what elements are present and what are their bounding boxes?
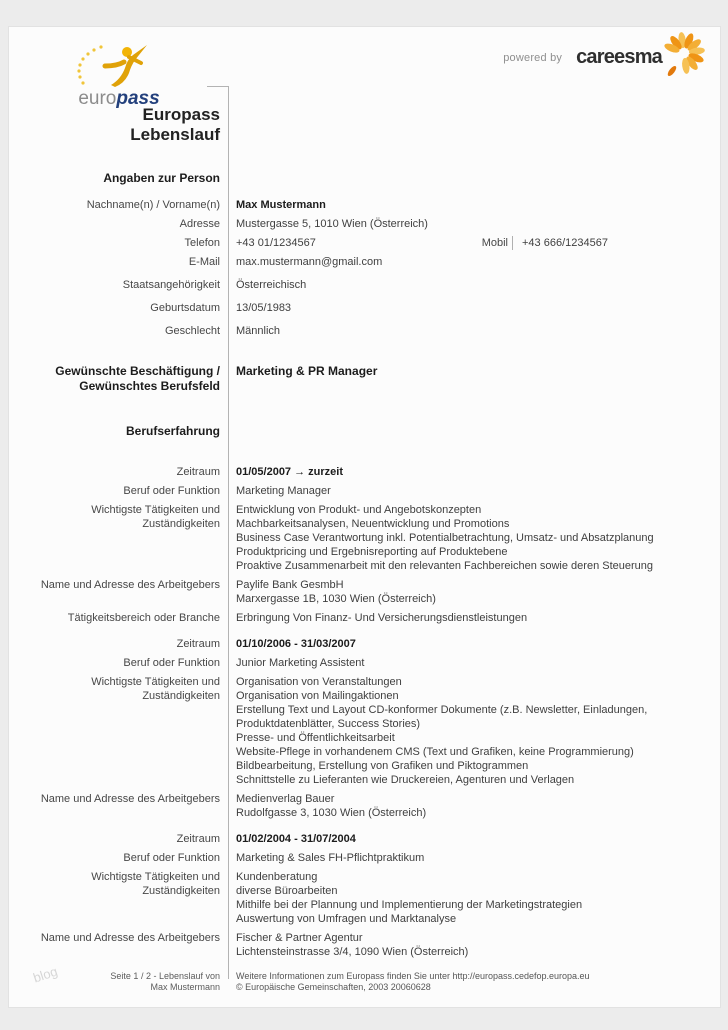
- document-title: [9, 105, 720, 145]
- row-employer: [9, 792, 720, 820]
- sector-label: Tätigkeitsbereich oder Branche: [67, 612, 220, 624]
- row-employer: [9, 931, 720, 959]
- employer-name: Fischer & Partner Agentur: [236, 932, 363, 944]
- period-label: Zeitraum: [176, 833, 220, 845]
- task-line: Website-Pflege in vorhandenem CMS (Text und Grafiken, keine Programmierung): [236, 746, 634, 758]
- task-line: Presse- und Öffentlichkeitsarbeit: [236, 732, 395, 744]
- row-tasks: [9, 870, 720, 926]
- tasks-value: [228, 503, 720, 573]
- job-entry-2: [9, 637, 720, 820]
- role-label: Beruf oder Funktion: [123, 852, 220, 864]
- personal-heading: Angaben zur Person: [103, 171, 220, 185]
- job-entry-3: [9, 832, 720, 959]
- task-line: Proaktive Zusammenarbeit mit den relevanten Fachbereichen sowie deren Steuerung: [236, 560, 654, 572]
- task-line: Kundenberatung: [236, 871, 318, 883]
- row-role: [9, 484, 720, 498]
- row-period: [9, 637, 720, 651]
- footer-info-line-2: © Europäische Gemeinschaften, 2003 20060628: [236, 982, 431, 992]
- employer-address: Rudolfgasse 3, 1030 Wien (Österreich): [236, 807, 427, 819]
- tasks-label-line-1: Wichtigste Tätigkeiten und: [91, 871, 220, 883]
- employer-name: Medienverlag Bauer: [236, 793, 335, 805]
- task-line: Schnittstelle zu Lieferanten wie Druckereien, Agenturen und Verlagen: [236, 774, 575, 786]
- row-address: [9, 217, 720, 231]
- employer-label: Name und Adresse des Arbeitgebers: [40, 579, 220, 591]
- phone-value: +43 01/1234567: [236, 237, 316, 249]
- gender-label: Geschlecht: [164, 325, 220, 337]
- task-line: Machbarkeitsanalysen, Neuentwicklung und Promotions: [236, 518, 510, 530]
- section-personal-heading: [9, 171, 720, 186]
- cv-page: [8, 26, 721, 1008]
- tasks-label-line-2: Zuständigkeiten: [142, 885, 220, 897]
- role-label: Beruf oder Funktion: [123, 485, 220, 497]
- title-line-1: Europass: [142, 105, 220, 124]
- task-line: Business Case Verantwortung inkl. Potentialbetrachtung, Umsatz- und Absatzplanung: [236, 532, 654, 544]
- europass-word-euro: euro: [78, 88, 117, 109]
- row-employer: [9, 578, 720, 606]
- tasks-value: [228, 675, 720, 787]
- row-period: [9, 465, 720, 479]
- period-label: Zeitraum: [176, 466, 220, 478]
- task-line: Mithilfe bei der Plannung und Implementierung der Marketingstrategien: [236, 899, 583, 911]
- employer-value: [228, 578, 720, 606]
- employer-address: Lichtensteinstrasse 3/4, 1090 Wien (Österreich): [236, 946, 469, 958]
- employer-value: [228, 792, 720, 820]
- task-line: Auswertung von Umfragen und Marktanalyse: [236, 913, 457, 925]
- row-period: [9, 832, 720, 846]
- address-label: Adresse: [179, 218, 220, 230]
- footer-page-line-1: Seite 1 / 2 - Lebenslauf von: [110, 971, 220, 981]
- job-entry-1: [9, 465, 720, 625]
- employer-address: Marxergasse 1B, 1030 Wien (Österreich): [236, 593, 436, 605]
- role-value: Marketing & Sales FH-Pflichtpraktikum: [236, 852, 425, 864]
- task-line: Produktpricing und Ergebnisreporting auf Produktebene: [236, 546, 508, 558]
- name-value: Max Mustermann: [236, 199, 326, 211]
- role-value: Marketing Manager: [236, 485, 331, 497]
- row-gender: [9, 324, 720, 338]
- email-label: E-Mail: [188, 256, 220, 268]
- employer-label: Name und Adresse des Arbeitgebers: [40, 932, 220, 944]
- email-value: max.mustermann@gmail.com: [236, 256, 383, 268]
- row-role: [9, 851, 720, 865]
- desired-label-line-1: Gewünschte Beschäftigung /: [55, 364, 220, 378]
- period-value: 01/05/2007 → zurzeit: [236, 466, 344, 478]
- nationality-label: Staatsangehörigkeit: [122, 279, 220, 291]
- task-line: diverse Büroarbeiten: [236, 885, 338, 897]
- tasks-label-line-2: Zuständigkeiten: [142, 518, 220, 530]
- task-line: Organisation von Mailingaktionen: [236, 690, 399, 702]
- name-label: Nachname(n) / Vorname(n): [86, 199, 220, 211]
- birthdate-label: Geburtsdatum: [150, 302, 220, 314]
- row-name: [9, 198, 720, 212]
- row-role: [9, 656, 720, 670]
- section-experience-heading: [9, 424, 720, 439]
- desired-value: Marketing & PR Manager: [236, 364, 378, 378]
- sector-value: Erbringung Von Finanz- Und Versicherungsdienstleistungen: [236, 612, 528, 624]
- row-nationality: [9, 278, 720, 292]
- careesma-wordmark: careesma: [576, 46, 662, 68]
- row-tasks: [9, 675, 720, 787]
- nationality-value: Österreichisch: [236, 279, 307, 291]
- employer-name: Paylife Bank GesmbH: [236, 579, 344, 591]
- tasks-label-line-1: Wichtigste Tätigkeiten und: [91, 676, 220, 688]
- mobile-label: Mobil: [481, 237, 508, 249]
- row-phone: [9, 236, 720, 250]
- desired-label-line-2: Gewünschtes Berufsfeld: [79, 379, 220, 393]
- row-email: [9, 255, 720, 269]
- tasks-label-line-2: Zuständigkeiten: [142, 690, 220, 702]
- row-birthdate: [9, 301, 720, 315]
- row-tasks: [9, 503, 720, 573]
- title-line-2: Lebenslauf: [130, 125, 220, 144]
- cv-content: [9, 27, 720, 993]
- task-line: Produktdatenblätter, Success Stories): [236, 718, 421, 730]
- task-line: Organisation von Veranstaltungen: [236, 676, 402, 688]
- row-sector: [9, 611, 720, 625]
- task-line: Entwicklung von Produkt- und Angebotskonzepten: [236, 504, 482, 516]
- period-value: 01/02/2004 - 31/07/2004: [236, 833, 356, 845]
- tasks-value: [228, 870, 720, 926]
- row-desired-occupation: [9, 364, 720, 394]
- blog-watermark: blog: [31, 963, 60, 986]
- role-value: Junior Marketing Assistent: [236, 657, 365, 669]
- gender-value: Männlich: [236, 325, 281, 337]
- mobile-value: +43 666/1234567: [512, 236, 608, 250]
- footer-info-line-1: Weitere Informationen zum Europass finden Sie unter http://europass.cedefop.europa.eu: [236, 971, 590, 981]
- period-label: Zeitraum: [176, 638, 220, 650]
- page-footer: [9, 971, 720, 993]
- task-line: Erstellung Text und Layout CD-konformer Dokumente (z.B. Newsletter, Einladungen,: [236, 704, 648, 716]
- role-label: Beruf oder Funktion: [123, 657, 220, 669]
- experience-heading: Berufserfahrung: [125, 424, 220, 438]
- period-value: 01/10/2006 - 31/03/2007: [236, 638, 356, 650]
- employer-label: Name und Adresse des Arbeitgebers: [40, 793, 220, 805]
- task-line: Bildbearbeitung, Erstellung von Grafiken und Piktogrammen: [236, 760, 529, 772]
- europass-word-pass: pass: [116, 88, 160, 109]
- powered-by-label: powered by: [503, 51, 563, 64]
- employer-value: [228, 931, 720, 959]
- address-value: Mustergasse 5, 1010 Wien (Österreich): [236, 218, 428, 230]
- phone-label: Telefon: [184, 237, 220, 249]
- footer-page-line-2: Max Mustermann: [150, 982, 220, 992]
- birthdate-value: 13/05/1983: [236, 302, 292, 314]
- tasks-label-line-1: Wichtigste Tätigkeiten und: [91, 504, 220, 516]
